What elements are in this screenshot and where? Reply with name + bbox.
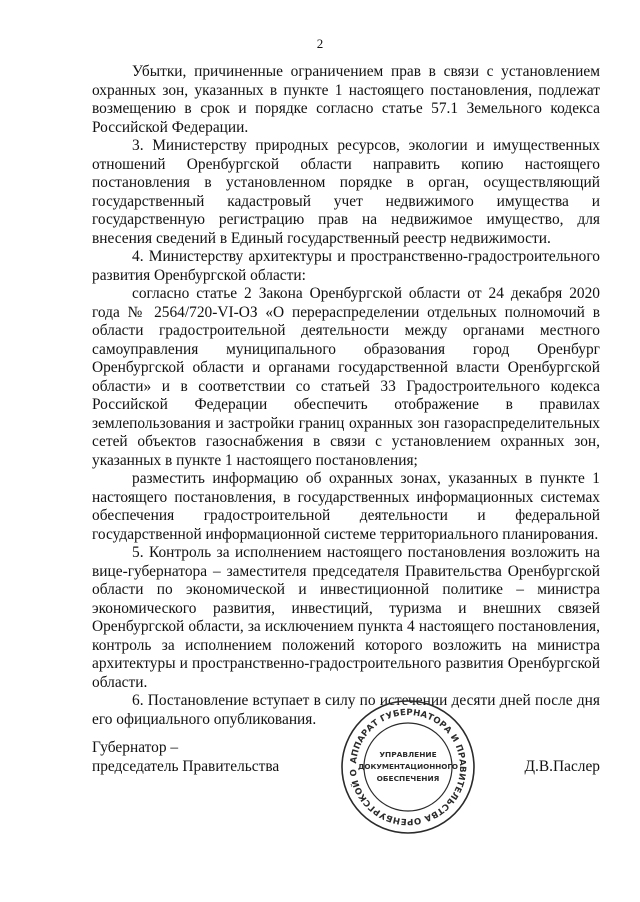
signatory-title-line2: председатель Правительства <box>92 758 280 775</box>
signatory-name: Д.В.Паслер <box>524 758 600 775</box>
stamp-inner-line2: ДОКУМЕНТАЦИОННОГО <box>357 762 459 771</box>
page-number: 2 <box>316 36 324 51</box>
paragraph-item-5: 5. Контроль за исполнением настоящего постановления возложить на вице-губернатора – заместителя председателя Правительства Оренбургской области по экономической и инвестиционной политике – министра экономического развития, инвестиций, туризма и внешних связей Оренбургской области, за исключением пункта 4 настоящего постановления, контроль за исполнением положений которого возложить на министра архитектуры и пространственно-градостроительного развития Оренбургской области. <box>92 544 600 691</box>
stamp-inner-line1: УПРАВЛЕНИЕ <box>379 750 437 759</box>
paragraph-item-4: 4. Министерству архитектуры и пространственно-градостроительного развития Оренбургской области: <box>92 248 600 284</box>
signatory-title-line1: Губернатор – <box>92 739 179 756</box>
official-stamp <box>338 697 478 837</box>
signatory-title <box>92 738 279 776</box>
stamp-seal-icon <box>338 697 478 837</box>
document-body <box>92 63 600 729</box>
stamp-inner-line3: ОБЕСПЕЧЕНИЯ <box>376 774 440 783</box>
paragraph-item-4-publish: разместить информацию об охранных зонах, указанных в пункте 1 настоящего постановления, в государственных информационных системах обеспечения градостроительной деятельности и федеральной государственной информационной системе территориального планирования. <box>92 470 600 543</box>
paragraph-item-3: 3. Министерству природных ресурсов, экологии и имущественных отношений Оренбургской области направить копию настоящего постановления в установленном порядке в орган, осуществляющий государственный кадастровый учет недвижимого имущества и государственную регистрацию прав на недвижимое имущество, для внесения сведений в Единый государственный реестр недвижимости. <box>92 137 600 247</box>
paragraph-damages: Убытки, причиненные ограничением прав в связи с установлением охранных зон, указанных в пункте 1 настоящего постановления, подлежат возмещению в срок и порядке согласно статье 57.1 Земельного кодекса Российской Федерации. <box>92 63 600 136</box>
paragraph-item-4-law: согласно статье 2 Закона Оренбургской области от 24 декабря 2020 года № 2564/720-VI-ОЗ «О перераспределении отдельных полномочий в области градостроительной деятельности между органами местного самоуправления муниципального образования город Оренбург Оренбургской области и органами государственной власти Оренбургской области» и в соответствии со статьей 33 Градостроительного кодекса Российской Федерации обеспечить отображение в правилах землепользования и застройки границ охранных зон газораспределительных сетей объектов газоснабжения в связи с установлением охранных зон, указанных в пункте 1 настоящего постановления; <box>92 285 600 469</box>
stamp-outer-textpath: АППАРАТ ГУБЕРНАТОРА И ПРАВИТЕЛЬСТВА ОРЕНБУРГСКОЙ О <box>348 707 468 827</box>
paragraph-item-6: 6. Постановление вступает в силу по истечении десяти дней после дня его официального опубликования. <box>92 692 600 728</box>
